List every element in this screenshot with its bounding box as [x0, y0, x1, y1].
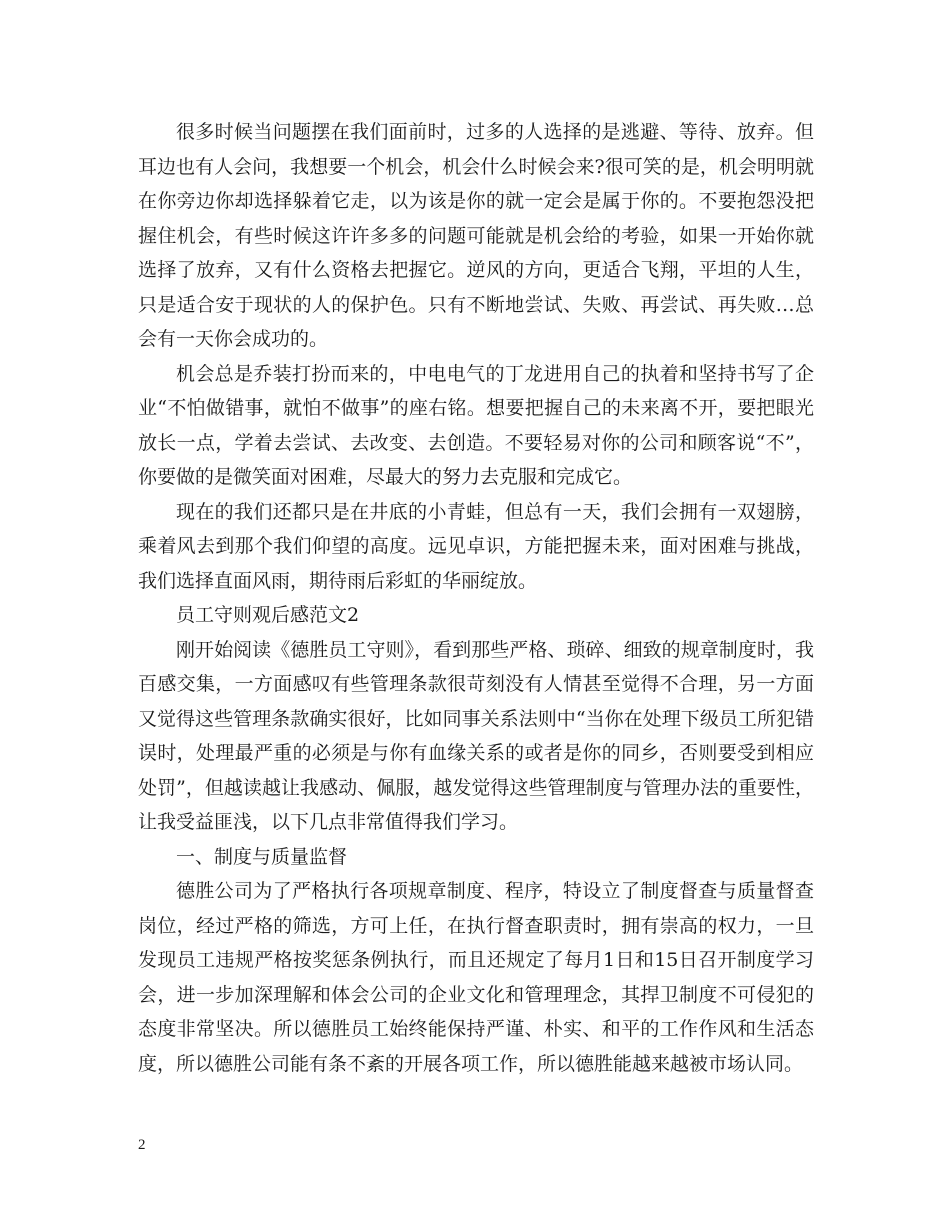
document-body [138, 115, 814, 1081]
paragraph-5: 德胜公司为了严格执行各项规章制度、程序，特设立了制度督查与质量督查岗位，经过严格的筛选，方可上任，在执行督查职责时，拥有崇高的权力，一旦发现员工违规严格按奖惩条例执行，而且还规定了每月1日和15日召开制度学习会，进一步加深理解和体会公司的企业文化和管理理念，其捍卫制度不可侵犯的态度非常坚决。所以德胜员工始终能保持严谨、朴实、和平的工作作风和生活态度，所以德胜公司能有条不紊的开展各项工作，所以德胜能越来越被市场认同。 [138, 880, 814, 1075]
paragraph-2: 机会总是乔装打扮而来的，中电电气的丁龙进用自己的执着和坚持书写了企业“不怕做错事，就怕不做事”的座右铭。想要把握自己的未来离不开，要把眼光放长一点，学着去尝试、去改变、去创造。不要轻易对你的公司和顾客说“不”，你要做的是微笑面对困难，尽最大的努力去克服和完成它。 [138, 362, 814, 488]
paragraph-1: 很多时候当问题摆在我们面前时，过多的人选择的是逃避、等待、放弃。但耳边也有人会问，我想要一个机会，机会什么时候会来?很可笑的是，机会明明就在你旁边你却选择躲着它走，以为该是你的就一定会是属于你的。不要抱怨没把握住机会，有些时候这许许多多的问题可能就是机会给的考验，如果一开始你就选择了放弃，又有什么资格去把握它。逆风的方向，更适合飞翔，平坦的人生，只是适合安于现状的人的保护色。只有不断地尝试、失败、再尝试、再失败…总会有一天你会成功的。 [138, 121, 814, 350]
paragraph-4: 刚开始阅读《德胜员工守则》，看到那些严格、琐碎、细致的规章制度时，我百感交集，一方面感叹有些管理条款很苛刻没有人情甚至觉得不合理，另一方面又觉得这些管理条款确实很好，比如同事关系法则中“当你在处理下级员工所犯错误时，处理最严重的必须是与你有血缘关系的或者是你的同乡，否则要受到相应处罚”，但越读越让我感动、佩服，越发觉得这些管理制度与管理办法的重要性，让我受益匪浅，以下几点非常值得我们学习。 [138, 638, 814, 833]
section-heading-system-quality: 一、制度与质量监督 [176, 845, 348, 868]
paragraph-3: 现在的我们还都只是在井底的小青蛙，但总有一天，我们会拥有一双翅膀，乘着风去到那个我们仰望的高度。远见卓识，方能把握未来，面对困难与挑战，我们选择直面风雨，期待雨后彩虹的华丽绽放。 [138, 500, 814, 592]
section-heading-sample-2: 员工守则观后感范文2 [176, 604, 360, 626]
page-number: 2 [138, 1137, 146, 1153]
